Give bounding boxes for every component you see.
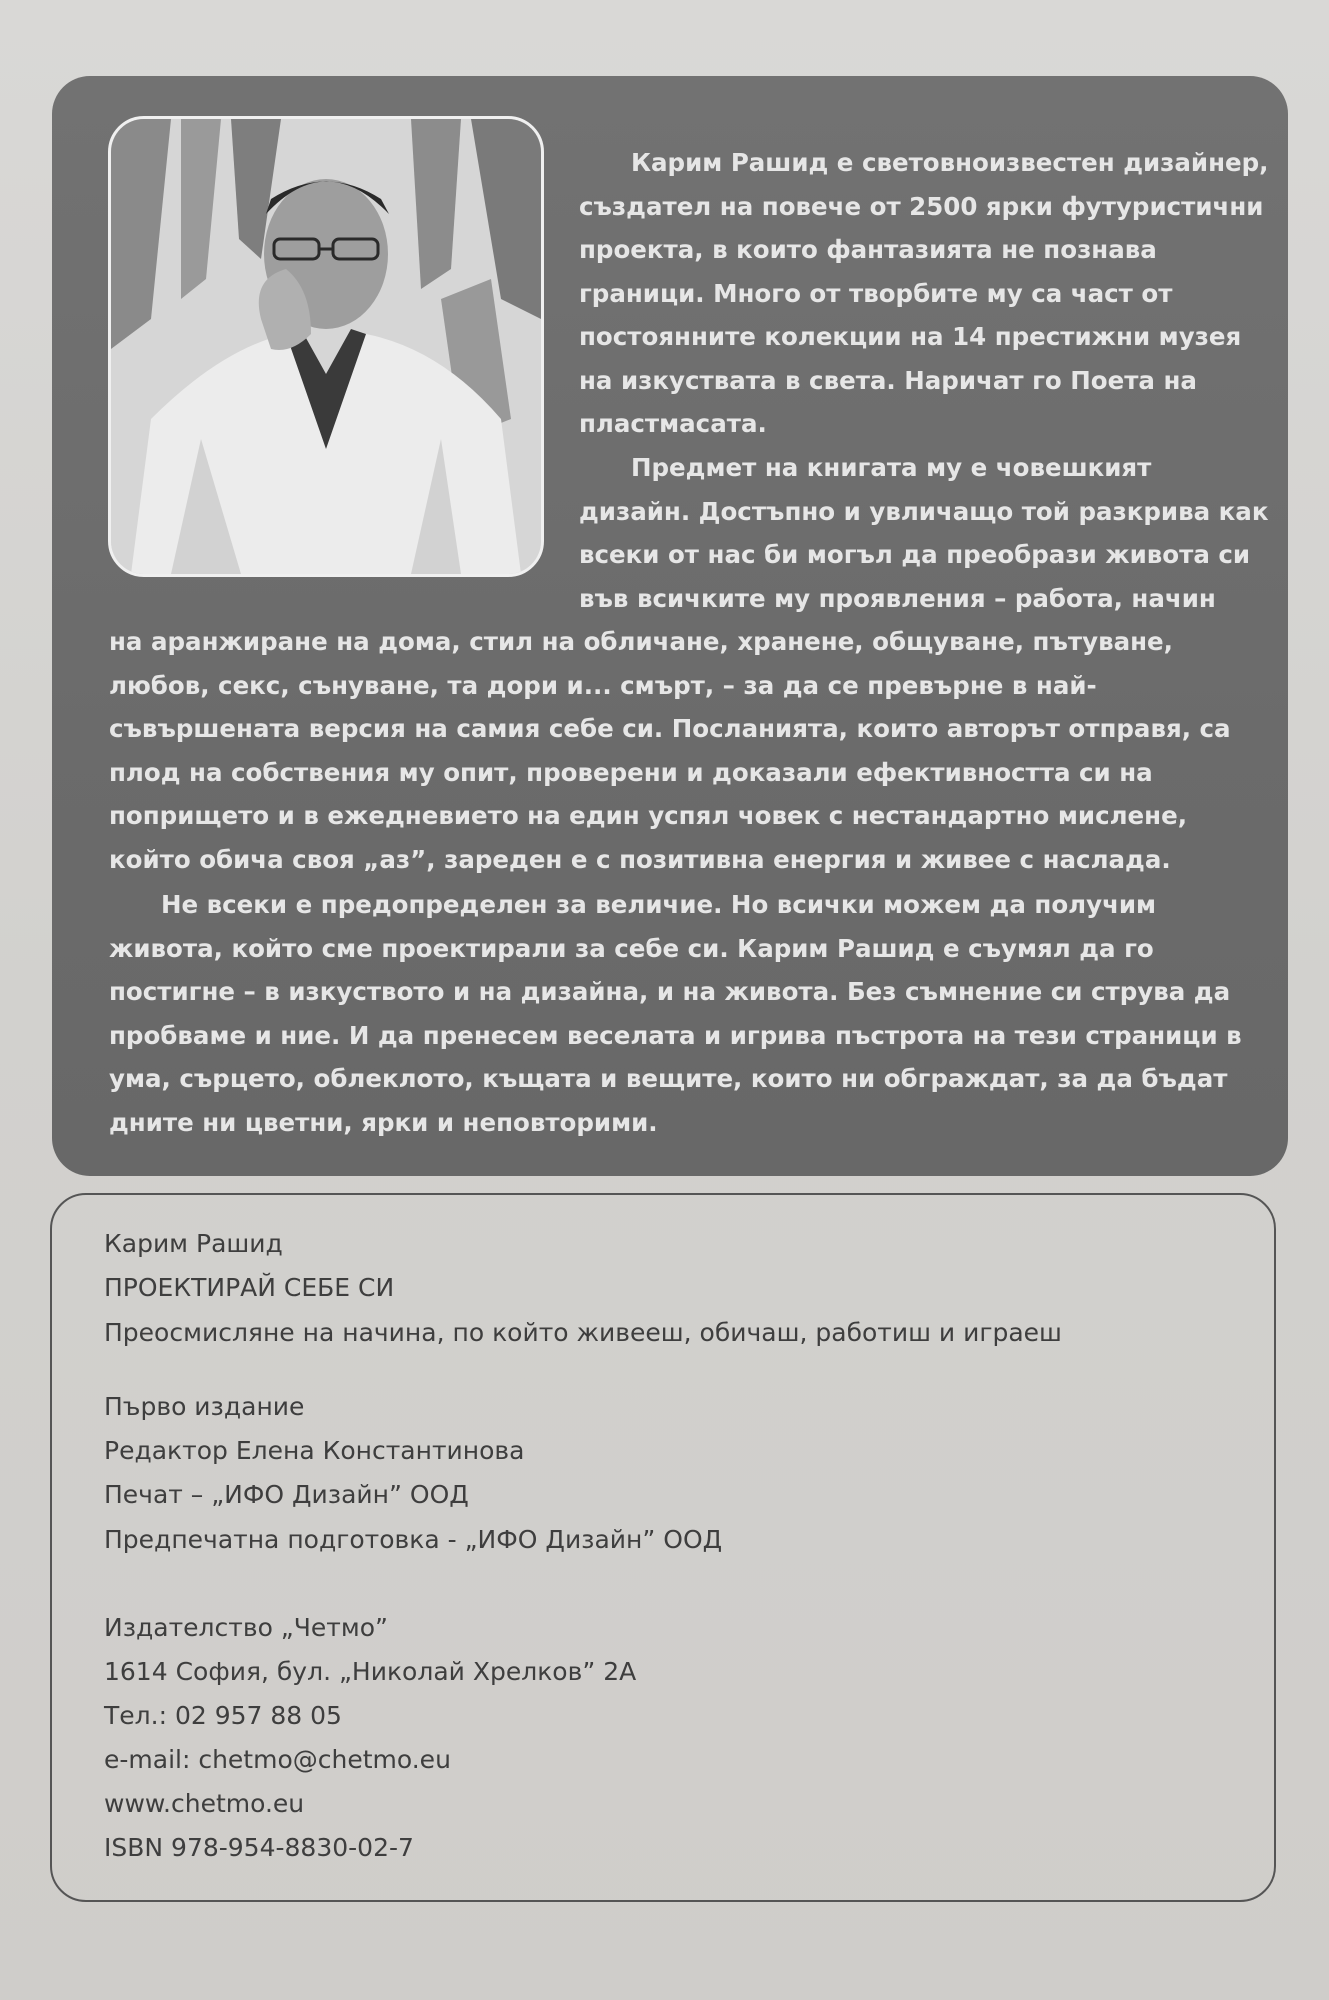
imprint-editor: Редактор Елена Константинова <box>104 1436 525 1465</box>
imprint-panel <box>50 1193 1276 1902</box>
imprint-prepress: Предпечатна подготовка - „ИФО Дизайн” ООД <box>104 1525 723 1554</box>
imprint-title: ПРОЕКТИРАЙ СЕБЕ СИ <box>104 1273 395 1302</box>
imprint-website: www.chetmo.eu <box>104 1789 305 1818</box>
imprint-edition: Първо издание <box>104 1392 305 1421</box>
bio-paragraph-1: Карим Рашид е световноизвестен дизайнер, създател на повече от 2500 ярки футуристични проекта, в които фантазията не познава граници. Много от творбите му са част от постоянните колекции на 14 престижни музея на изкуствата в света. Наричат го Поета на пластмасата. <box>579 148 1269 438</box>
imprint-phone: Тел.: 02 957 88 05 <box>104 1701 342 1730</box>
author-bio-panel <box>52 76 1288 1176</box>
imprint-email: e-mail: chetmo@chetmo.eu <box>104 1745 451 1774</box>
author-photo <box>108 116 544 577</box>
imprint-subtitle: Преосмисляне на начина, по който живееш, обичаш, работиш и играеш <box>104 1318 1062 1347</box>
bio-paragraph-2-top: Предмет на книгата му е човешкият дизайн. Достъпно и увличащо той разкрива как всеки от нас би могъл да преобрази живота си във всичките му проявления – работа, начин <box>579 453 1269 613</box>
imprint-print: Печат – „ИФО Дизайн” ООД <box>104 1480 469 1509</box>
bio-paragraph-2-bottom: на аранжиране на дома, стил на обличане, хранене, общуване, пътуване, любов, секс, сънуване, та дори и... смърт, – за да се превърне в най-съвършената версия на самия себе си. Посланията, които авторът отправя, са плод на собствения му опит, проверени и доказали ефективността си на попрището и в ежедневието на един успял човек с нестандартно мислене, който обича своя „аз”, зареден е с позитивна енергия и живее с наслада. <box>109 627 1231 874</box>
bio-paragraph-3: Не всеки е предопределен за величие. Но всички можем да получим живота, който сме проектирали за себе си. Карим Рашид е съумял да го постигне – в изкуството и на дизайна, и на живота. Без съмнение си струва да пробваме и ние. И да пренесем веселата и игрива пъстрота на тези страници в ума, сърцето, облеклото, къщата и вещите, които ни обграждат, за да бъдат дните ни цветни, ярки и неповторими. <box>109 890 1242 1137</box>
imprint-publisher: Издателство „Четмо” <box>104 1613 388 1642</box>
imprint-isbn: ISBN 978-954-8830-02-7 <box>104 1833 414 1862</box>
imprint-author: Карим Рашид <box>104 1229 283 1258</box>
imprint-address: 1614 София, бул. „Николай Хрелков” 2А <box>104 1657 637 1686</box>
